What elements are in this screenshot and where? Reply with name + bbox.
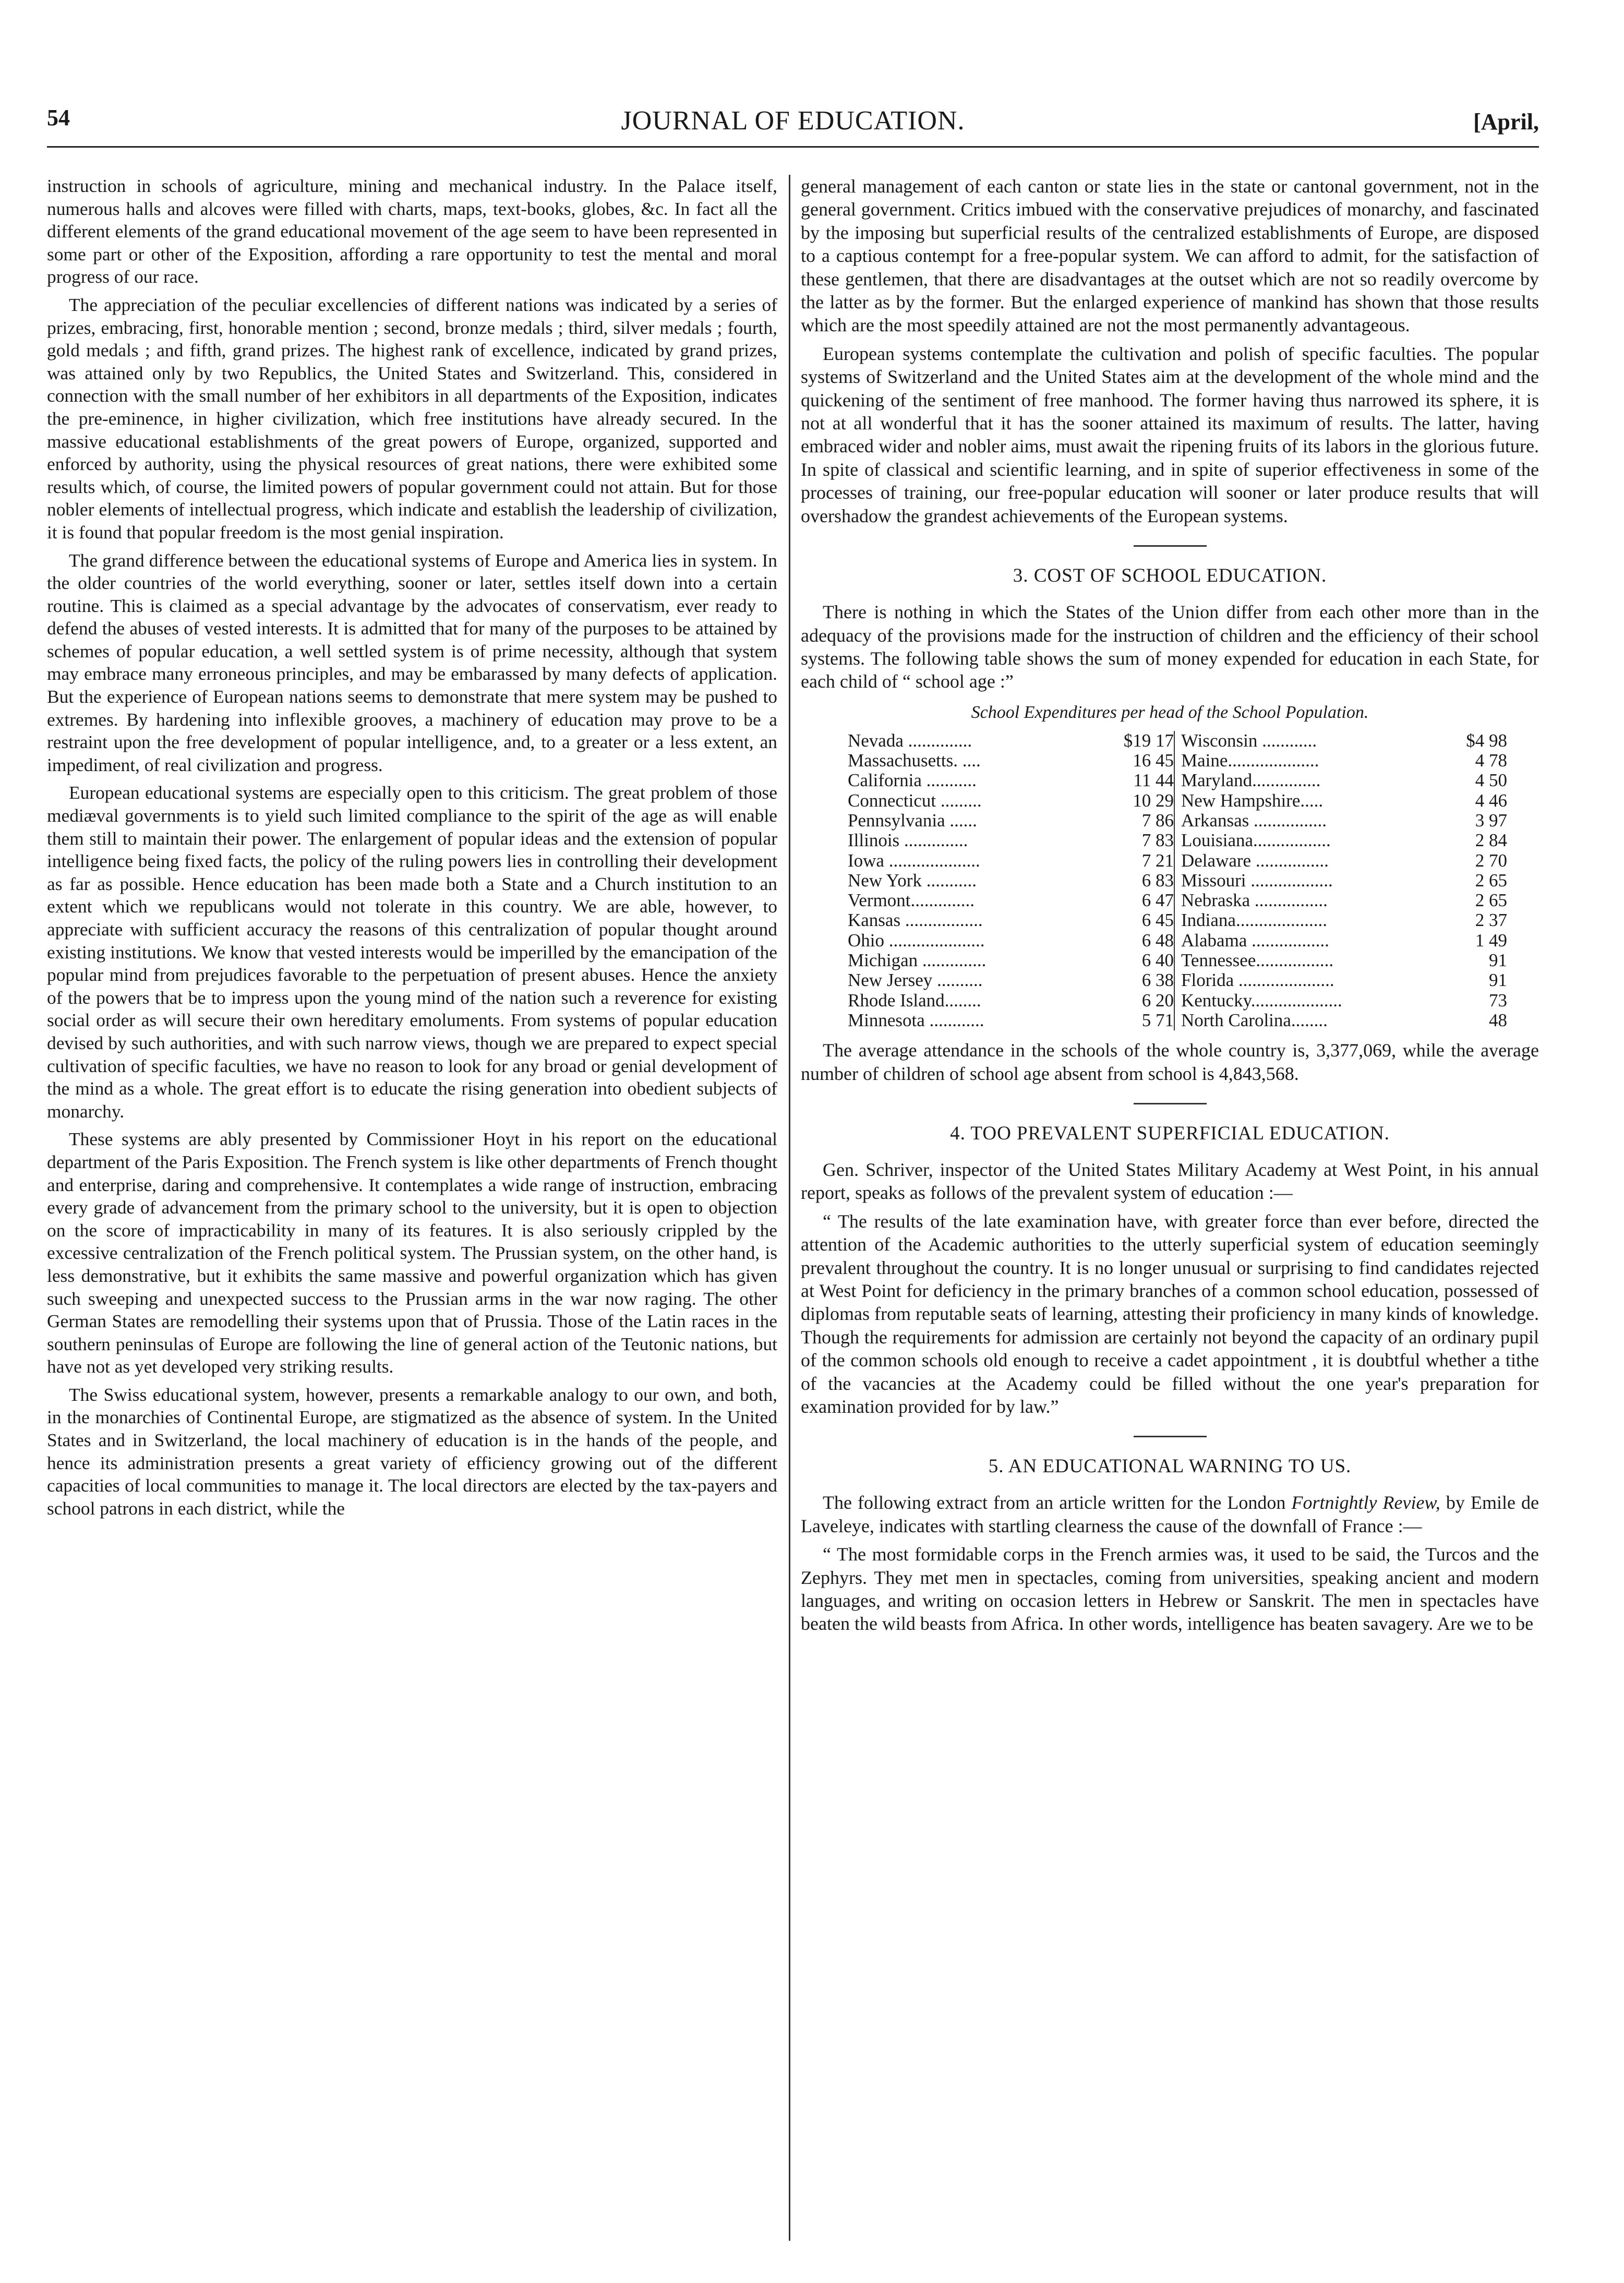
- column-rule: [789, 175, 790, 2241]
- expenditure-amount: 48: [1489, 1010, 1507, 1030]
- expenditure-amount: 3 97: [1475, 810, 1507, 831]
- state-name: Kansas .................: [848, 910, 983, 931]
- expenditure-row: [848, 851, 1174, 871]
- state-name: New Jersey ..........: [848, 970, 983, 991]
- left-paragraph-1: instruction in schools of agriculture, mining and mechanical industry. In the Palace itself, numerous halls and alcoves were filled with charts, maps, text-books, globes, &c. In fact all the different elements of the grand educational movement of the age seem to have been represented in some part or other of the Exposition, affording a rare opportunity to test the mental and moral progress of our race.: [47, 175, 777, 287]
- state-name: Nevada ..............: [848, 730, 972, 751]
- expenditure-row: [1181, 811, 1507, 831]
- state-name: New Hampshire.....: [1181, 790, 1324, 811]
- expenditure-row: [848, 751, 1174, 771]
- expenditure-row: [848, 891, 1174, 910]
- expenditure-row: [848, 931, 1174, 951]
- expenditure-amount: 6 45: [1141, 910, 1174, 931]
- state-name: Indiana....................: [1181, 910, 1327, 931]
- expenditure-table-caption: School Expenditures per head of the School Population.: [971, 702, 1369, 722]
- expenditure-row: [1181, 751, 1507, 771]
- section-5-heading: 5. AN EDUCATIONAL WARNING TO US.: [988, 1456, 1352, 1477]
- expenditure-row: [848, 970, 1174, 990]
- expenditure-amount: 2 65: [1475, 870, 1507, 891]
- left-paragraph-4: European educational systems are especially open to this criticism. The great problem of those mediæval governments is to yield such limited compliance to the spirit of the age as will enable them still to maintain their power. The enlargement of popular ideas and the extension of popular intelligence being fixed facts, the policy of the ruling powers lies in controlling their development as far as possible. Hence education has been made both a State and a Church institution to an extent which we republicans would not tolerate in this country. We are able, however, to appreciate with sufficient accuracy the reasons of this centralization of popular thought around existing institutions. We know that vested interests would be imperilled by the emancipation of the popular mind from prejudices favorable to the perpetuation of present abuses. Hence the anxiety of the powers that be to impress upon the young mind of the nation such a reverence for existing social order as will secure their own hereditary emoluments. From systems of popular education devised by such authorities, and with such narrow views, though we are prepared to expect special cultivation of specific faculties, we have no reason to look for any broad or genial development of the mind as a whole. The great effort is to educate the rising generation into obedient subjects of monarchy.: [47, 782, 777, 1122]
- state-name: Delaware ................: [1181, 850, 1329, 871]
- expenditure-amount: $4 98: [1466, 730, 1507, 751]
- state-name: Alabama .................: [1181, 930, 1329, 951]
- section-4-quote: “ The results of the late examination have, with greater force than ever before, directed the attention of the Academic authorities to the utterly superficial system of education seemingly prevalent throughout the country. It is no longer unusual or surprising to find candidates rejected at West Point for deficiency in the primary branches of a common school education, possessed of diplomas from reputable seats of learning, attesting their proficiency in many kinds of knowledge. Though the requirements for admission are certainly not beyond the capacity of an ordinary pupil of the common schools old enough to receive a cadet appointment , it is doubtful whether a tithe of the vacancies at the Academy could be filled without the one year's preparation for examination provided for by law.”: [801, 1210, 1539, 1417]
- section-5-intro: [801, 1491, 1539, 1537]
- expenditure-amount: 2 37: [1475, 910, 1507, 931]
- right-column: [801, 175, 1539, 2256]
- expenditure-row: [1181, 871, 1507, 891]
- expenditure-row: [1181, 931, 1507, 951]
- expenditure-row: [848, 791, 1174, 811]
- expenditure-amount: 4 78: [1475, 750, 1507, 771]
- state-name: Rhode Island........: [848, 990, 981, 1011]
- expenditure-amount: 4 50: [1475, 770, 1507, 791]
- expenditure-amount: 6 83: [1141, 870, 1174, 891]
- state-name: Nebraska ................: [1181, 891, 1328, 911]
- state-name: Ohio .....................: [848, 930, 985, 951]
- expenditure-table-left: [848, 731, 1174, 1030]
- expenditure-amount: 10 29: [1133, 790, 1174, 811]
- attendance-paragraph: The average attendance in the schools of the whole country is, 3,377,069, while the average number of children of school age absent from school is 4,843,568.: [801, 1040, 1539, 1084]
- section-3-intro: There is nothing in which the States of the Union differ from each other more than in the adequacy of the provisions made for the instruction of children and the efficiency of their school systems. The following table shows the sum of money expended for education in each State, for each child of “ school age :”: [801, 602, 1539, 692]
- expenditure-amount: 7 83: [1141, 830, 1174, 851]
- state-name: California ...........: [848, 771, 977, 791]
- section-5-intro-end: by Emile de Laveleye, indicates with startling clearness the cause of the downfall of France :—: [801, 1492, 1539, 1536]
- expenditure-amount: 4 46: [1475, 790, 1507, 811]
- state-name: Maine....................: [1181, 751, 1319, 771]
- expenditure-amount: 6 40: [1141, 950, 1174, 970]
- state-name: Minnesota ............: [848, 1010, 984, 1030]
- expenditure-amount: 1 49: [1475, 930, 1507, 951]
- state-name: Maryland...............: [1181, 771, 1321, 791]
- section-4-heading: 4. TOO PREVALENT SUPERFICIAL EDUCATION.: [950, 1122, 1390, 1144]
- expenditure-row: [848, 910, 1174, 930]
- section-4-intro: Gen. Schriver, inspector of the United States Military Academy at West Point, in his annual report, speaks as follows of the prevalent system of education :—: [801, 1159, 1539, 1204]
- expenditure-row: [1181, 910, 1507, 930]
- expenditure-amount: 91: [1489, 970, 1507, 991]
- expenditure-row: [1181, 951, 1507, 970]
- expenditure-row: [1181, 970, 1507, 990]
- state-name: Illinois ..............: [848, 831, 968, 851]
- left-paragraph-3: The grand difference between the educational systems of Europe and America lies in system. In the older countries of the world everything, sooner or later, settles itself down into a certain routine. This is claimed as a special advantage by the advocates of conservatism, ever ready to defend the abuses of vested interests. It is admitted that for many of the purposes to be attained by schemes of popular education, a well settled system is of prime necessity, although that system may embrace many erroneous principles, and may be embarassed by many defects of application. But the experience of European nations seems to demonstrate that mere system may be pushed to extremes. By hardening into inflexible grooves, a machinery of education may prove to be a restraint upon the free development of popular intelligence, and, to a greater or a less extent, an impediment, of real civilization and progress.: [47, 549, 777, 775]
- expenditure-amount: 2 84: [1475, 830, 1507, 851]
- fortnightly-review-title: Fortnightly Review,: [1291, 1492, 1440, 1513]
- expenditure-amount: 16 45: [1133, 750, 1174, 771]
- state-name: Missouri ..................: [1181, 870, 1333, 891]
- expenditure-amount: 7 21: [1141, 850, 1174, 871]
- left-paragraph-2: The appreciation of the peculiar excellencies of different nations was indicated by a series of prizes, embracing, first, honorable mention ; second, bronze medals ; third, silver medals ; fourth, gold medals ; and fifth, grand prizes. The highest rank of excellence, indicated by grand prizes, was attained only by two Republics, the United States and Switzerland. This, considered in connection with the small number of her exhibitors in all departments of the Exposition, indicates the pre-eminence, in higher civilization, which free institutions have already secured. In the massive educational establishments of the great powers of Europe, organized, supported and enforced by authority, using the physical resources of great nations, there were exhibited some results which, of course, the limited powers of popular government could not attain. But for those nobler elements of intellectual progress, which indicate and establish the leadership of civilization, it is found that popular freedom is the most genial inspiration.: [47, 294, 777, 543]
- section-divider: [1134, 1436, 1207, 1437]
- expenditure-row: [848, 831, 1174, 850]
- expenditure-amount: 91: [1489, 950, 1507, 970]
- expenditure-amount: 73: [1489, 990, 1507, 1011]
- state-name: Florida .....................: [1181, 970, 1334, 991]
- expenditure-row: [1181, 891, 1507, 910]
- expenditure-amount: 2 70: [1475, 850, 1507, 871]
- left-paragraph-6: The Swiss educational system, however, presents a remarkable analogy to our own, and both, in the monarchies of Continental Europe, are stigmatized as the absence of system. In the United States and in Switzerland, the local machinery of education is in the hands of the people, and hence its administration presents a great variety of efficiency growing out of the different capacities of local communities to manage it. The local directors are elected by the tax-payers and school patrons in each district, while the: [47, 1384, 777, 1519]
- section-divider: [1134, 545, 1207, 547]
- issue-month: [April,: [1473, 109, 1539, 135]
- expenditure-amount: 2 65: [1475, 890, 1507, 911]
- expenditure-amount: 6 47: [1141, 890, 1174, 911]
- expenditure-row: [1181, 791, 1507, 811]
- section-divider: [1134, 1103, 1207, 1104]
- page-number: 54: [47, 105, 70, 130]
- expenditure-row: [1181, 1011, 1507, 1030]
- state-name: Iowa ....................: [848, 850, 980, 871]
- section-5-intro-start: The following extract from an article written for the London: [823, 1492, 1286, 1513]
- expenditure-row: [1181, 731, 1507, 751]
- state-name: Louisiana.................: [1181, 831, 1331, 851]
- expenditure-amount: $19 17: [1123, 730, 1174, 751]
- expenditure-table-right: [1174, 731, 1507, 1030]
- state-name: Wisconsin ............: [1181, 730, 1317, 751]
- state-name: Tennessee.................: [1181, 950, 1334, 970]
- journal-title: JOURNAL OF EDUCATION.: [621, 106, 965, 136]
- expenditure-row: [1181, 851, 1507, 871]
- right-paragraph-2: European systems contemplate the cultivation and polish of specific faculties. The popular systems of Switzerland and the United States aim at the development of the whole mind and the quickening of the sentiment of free manhood. The former having thus narrowed its sphere, it is not at all wonderful that it has the sooner attained its maximum of results. The latter, having embraced wider and nobler aims, must await the ripening fruits of its labors in the glorious future. In spite of classical and scientific learning, and in spite of superior effectiveness in some of the processes of training, our free-popular education will sooner or later produce results that will overshadow the grandest achievements of the European systems.: [801, 343, 1539, 526]
- expenditure-row: [848, 871, 1174, 891]
- expenditure-row: [848, 991, 1174, 1011]
- right-paragraph-1: general management of each canton or state lies in the state or cantonal government, not in the general government. Critics imbued with the conservative prejudices of monarchy, and fascinated by the imposing but superficial results of the centralized establishments of Europe, are disposed to a captious contempt for a free-popular system. We can afford to admit, for the satisfaction of these gentlemen, that there are disadvantages at the outset which are not so readily overcome by the latter as by the former. But the enlarged experience of mankind has shown that those results which are the most speedily attained are not the most permanently advantageous.: [801, 176, 1539, 336]
- expenditure-row: [848, 731, 1174, 751]
- state-name: Vermont..............: [848, 891, 975, 911]
- expenditure-row: [848, 951, 1174, 970]
- left-column: [47, 175, 777, 2256]
- state-name: Michigan ..............: [848, 950, 987, 970]
- state-name: North Carolina........: [1181, 1010, 1328, 1030]
- expenditure-amount: 11 44: [1133, 770, 1174, 791]
- page-header: [47, 104, 1539, 148]
- expenditure-row: [848, 771, 1174, 790]
- expenditure-amount: 6 48: [1141, 930, 1174, 951]
- expenditure-row: [1181, 991, 1507, 1011]
- state-name: Pennsylvania ......: [848, 810, 977, 831]
- expenditure-table: [801, 731, 1539, 1030]
- expenditure-row: [1181, 771, 1507, 790]
- section-5-quote: “ The most formidable corps in the French armies was, it used to be said, the Turcos and the Zephyrs. They met men in spectacles, coming from universities, speaking ancient and modern languages, and writing on occasion letters in Hebrew or Sanskrit. The men in spectacles have beaten the wild beasts from Africa. In other words, intelligence has beaten savagery. Are we to be: [801, 1544, 1539, 1635]
- expenditure-amount: 6 20: [1141, 990, 1174, 1011]
- expenditure-row: [848, 1011, 1174, 1030]
- state-name: New York ...........: [848, 870, 977, 891]
- expenditure-row: [848, 811, 1174, 831]
- state-name: Kentucky....................: [1181, 990, 1342, 1011]
- expenditure-amount: 5 71: [1141, 1010, 1174, 1030]
- expenditure-amount: 7 86: [1141, 810, 1174, 831]
- expenditure-row: [1181, 831, 1507, 850]
- state-name: Arkansas ................: [1181, 810, 1327, 831]
- state-name: Connecticut .........: [848, 790, 982, 811]
- expenditure-amount: 6 38: [1141, 970, 1174, 991]
- left-paragraph-5: These systems are ably presented by Commissioner Hoyt in his report on the educational department of the Paris Exposition. The French system is like other departments of French thought and enterprise, daring and comprehensive. It contemplates a wide range of instruction, embracing every grade of advancement from the primary school to the university, but it is open to objection on the score of impracticability in many of its features. It is also seriously crippled by the excessive centralization of the French political system. The Prussian system, on the other hand, is less demonstrative, but it exhibits the same massive and powerful organization which has given such sweeping and unexpected success to the Prussian arms in the war now raging. The other German States are remodelling their systems upon that of Prussia. Those of the Latin races in the southern peninsulas of Europe are following the line of general action of the Teutonic nations, but have not as yet developed very striking results.: [47, 1128, 777, 1377]
- section-3-heading: 3. COST OF SCHOOL EDUCATION.: [1013, 565, 1327, 587]
- state-name: Massachusetts. ....: [848, 751, 981, 771]
